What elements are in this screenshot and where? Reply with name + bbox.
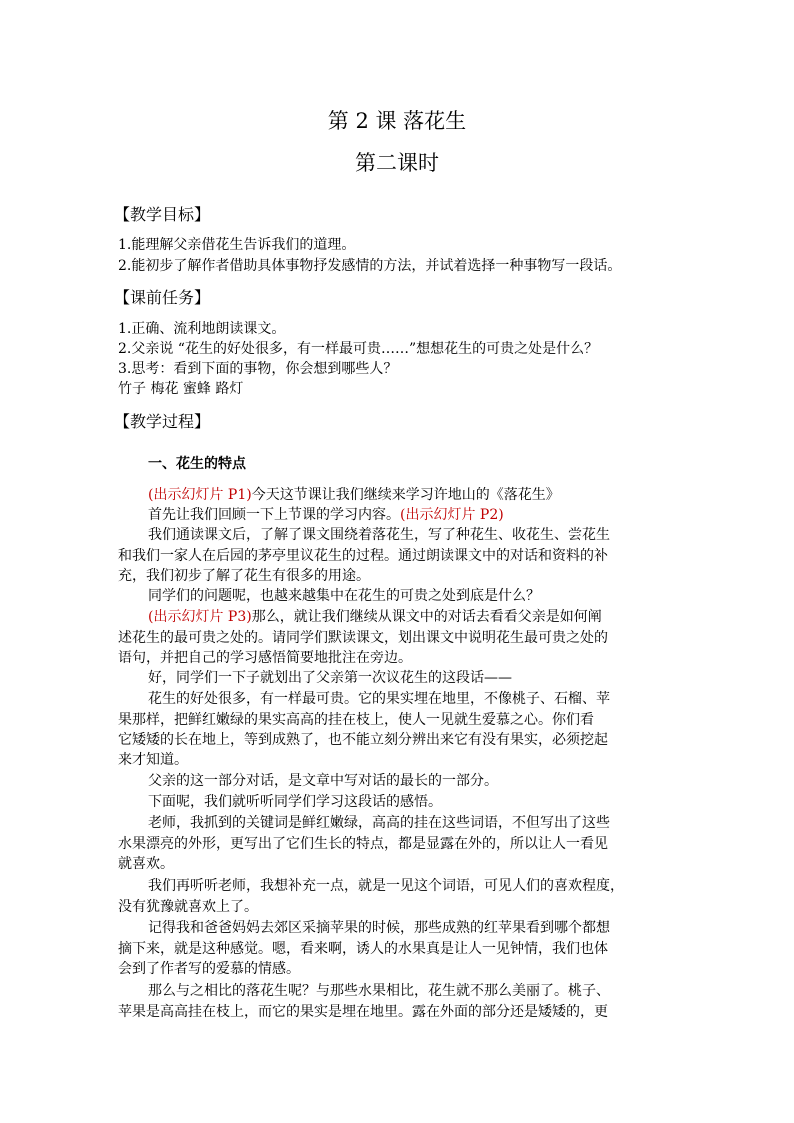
goal-item: 2.能初步了解作者借助具体事物抒发感情的方法，并试着选择一种事物写一段话。 — [118, 258, 622, 274]
paragraph-line: 摘下来，就是这种感觉。嗯，看来啊，诱人的水果真是让人一见钟情，我们也体 — [118, 941, 608, 957]
paragraph-line: 下面呢，我们就听听同学们学习这段话的感悟。 — [148, 794, 442, 810]
section-heading-tasks: 【课前任务】 — [114, 288, 211, 307]
task-item: 竹子 梅花 蜜蜂 路灯 — [118, 381, 244, 397]
paragraph-line: 父亲的这一部分对话，是文章中写对话的最长的一部分。 — [148, 773, 498, 789]
lesson-title: 第 2 课 落花生 — [327, 109, 467, 133]
paragraph-line: 水果漂亮的外形，更写出了它们生长的特点，都是显露在外的，所以让人一看见 — [118, 836, 608, 852]
paragraph-line: 记得我和爸爸妈妈去郊区采摘苹果的时候，那些成熟的红苹果看到哪个都想 — [148, 920, 610, 936]
paragraph-line: 老师，我抓到的关键词是鲜红嫩绿，高高的挂在这些词语，不但写出了这些 — [148, 815, 610, 831]
paragraph-line: 就喜欢。 — [118, 856, 174, 872]
paragraph-line: (出示幻灯片 P1)今天这节课让我们继续来学习许地山的《落花生》 — [148, 487, 560, 503]
section-heading-goals: 【教学目标】 — [114, 205, 211, 224]
paragraph-line: 会到了作者写的爱慕的情感。 — [118, 961, 300, 977]
paragraph-line: 和我们一家人在后园的茅亭里议花生的过程。通过朗读课文中的对话和资料的补 — [118, 548, 608, 564]
paragraph-line: 它矮矮的长在地上，等到成熟了，也不能立刻分辨出来它有没有果实，必须挖起 — [118, 732, 608, 748]
paragraph-line: 语句，并把自己的学习感悟简要地批注在旁边。 — [118, 650, 412, 666]
paragraph-line: 来才知道。 — [118, 752, 188, 768]
paragraph-line: 充，我们初步了解了花生有很多的用途。 — [118, 568, 370, 584]
slide-cue: (出示幻灯片 P3) — [148, 609, 252, 625]
paragraph-line: 花生的好处很多，有一样最可贵。它的果实埋在地里，不像桃子、石榴、苹 — [148, 691, 610, 707]
paragraph-line: 同学们的问题呢，也越来越集中在花生的可贵之处到底是什么？ — [148, 588, 540, 604]
task-item: 1.正确、流利地朗读课文。 — [118, 321, 286, 337]
paragraph-line: 我们通读课文后，了解了课文围绕着落花生，写了种花生、收花生、尝花生 — [148, 527, 610, 543]
goal-item: 1.能理解父亲借花生告诉我们的道理。 — [118, 237, 356, 253]
task-item: 2.父亲说 “花生的好处很多，有一样最可贵……”想想花生的可贵之处是什么？ — [118, 341, 599, 357]
paragraph-line: 那么与之相比的落花生呢？与那些水果相比，花生就不那么美丽了。桃子、 — [148, 983, 610, 999]
paragraph-line: 果那样，把鲜红嫩绿的果实高高的挂在枝上，使人一见就生爱慕之心。你们看 — [118, 712, 594, 728]
paragraph-line: (出示幻灯片 P3)那么，就让我们继续从课文中的对话去看看父亲是如何阐 — [148, 609, 602, 625]
task-item: 3.思考：看到下面的事物，你会想到哪些人？ — [118, 361, 398, 377]
slide-cue: (出示幻灯片 P1) — [148, 487, 252, 503]
paragraph-line: 首先让我们回顾一下上节课的学习内容。(出示幻灯片 P2) — [148, 507, 504, 523]
paragraph-line: 苹果是高高挂在枝上，而它的果实是埋在地里。露在外面的部分还是矮矮的，更 — [118, 1004, 608, 1020]
part-heading: 一、花生的特点 — [148, 456, 246, 472]
paragraph-line: 没有犹豫就喜欢上了。 — [118, 899, 258, 915]
paragraph-line: 述花生的最可贵之处的。请同学们默读课文，划出课文中说明花生最可贵之处的 — [118, 630, 608, 646]
section-heading-process: 【教学过程】 — [114, 412, 211, 431]
paragraph-line: 我们再听听老师，我想补充一点，就是一见这个词语，可见人们的喜欢程度， — [148, 878, 624, 894]
slide-cue: (出示幻灯片 P2) — [400, 507, 504, 523]
paragraph-line: 好，同学们一下子就划出了父亲第一次议花生的这段话—— — [148, 670, 512, 686]
lesson-subtitle: 第二课时 — [355, 151, 439, 175]
